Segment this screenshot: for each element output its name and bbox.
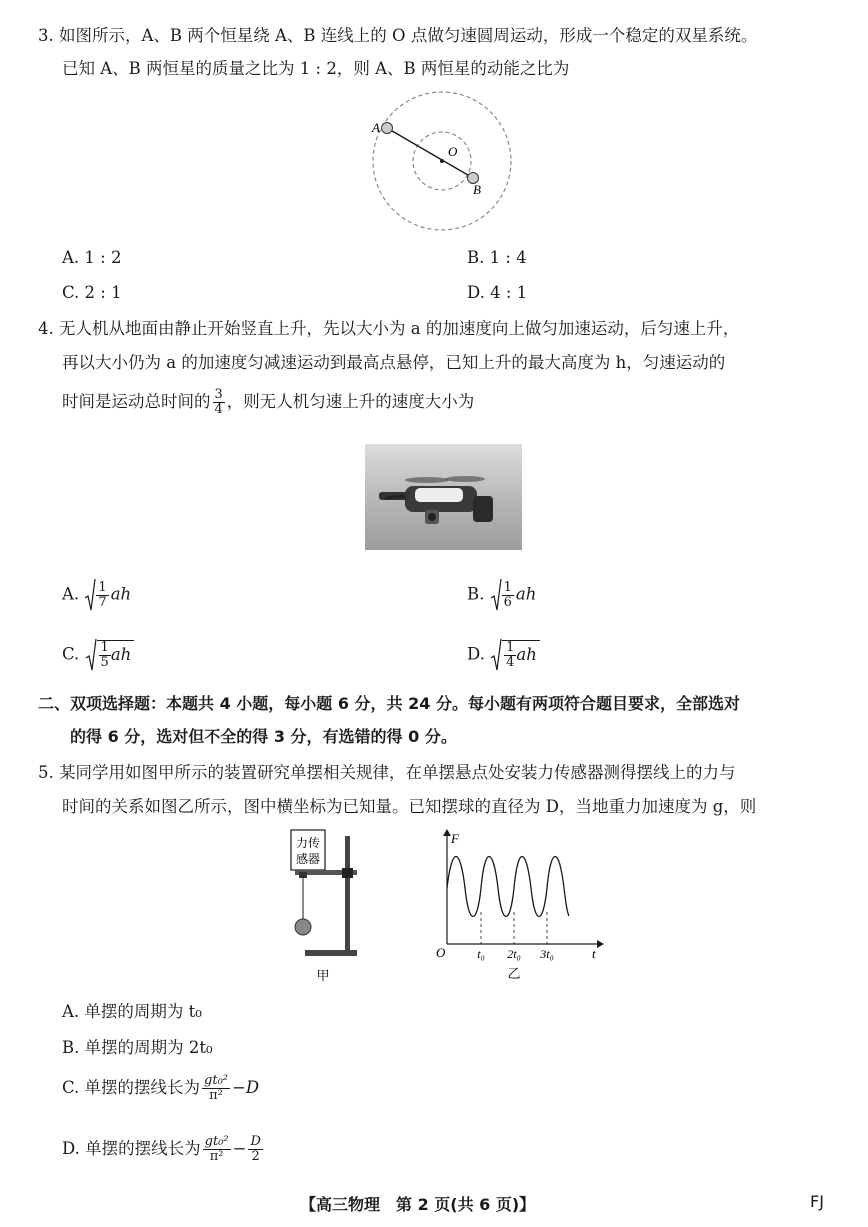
q3-line1: 3. 如图所示，A、B 两个恒星绕 A、B 连线上的 O 点做匀速圆周运动，形成一个稳定的双星系统。 <box>38 26 758 45</box>
q5-line1: 5. 某同学用如图甲所示的装置研究单摆相关规律，在单摆悬点处安装力传感器测得摆线上的力与 <box>38 763 736 782</box>
section2-line2: 的得 6 分，选对但不全的得 3 分，有选错的得 0 分。 <box>70 727 457 746</box>
origin-label: O <box>436 945 446 960</box>
q4-option-c: C. $\frac{1}{5}$ ah <box>62 638 134 672</box>
q3-line2: 已知 A、B 两恒星的质量之比为 1 : 2，则 A、B 两恒星的动能之比为 <box>62 59 570 78</box>
star-a <box>382 123 393 134</box>
q4-line1: 4. 无人机从地面由静止开始竖直上升，先以大小为 a 的加速度向上做匀加速运动，后匀速上升， <box>38 319 740 338</box>
tick-2t0: 2t₀ <box>507 947 521 961</box>
drone-photo <box>365 444 522 550</box>
q4-line2: 再以大小仍为 a 的加速度匀减速运动到最高点悬停，已知上升的最大高度为 h，匀速运动的 <box>62 353 726 372</box>
tick-3t0: 3t₀ <box>540 947 554 961</box>
caption-yi: 乙 <box>507 967 521 982</box>
label-b: B <box>473 182 481 197</box>
fraction-three-quarters: $\frac{3}{4}$ <box>214 387 223 417</box>
q3-option-b: B. 1 : 4 <box>467 248 527 267</box>
pendulum-apparatus-figure <box>285 828 370 988</box>
q3-option-c: C. 2 : 1 <box>62 283 122 302</box>
q4-option-d: D. $\frac{1}{4}$ ah <box>467 638 540 672</box>
y-axis-label: F <box>451 831 459 846</box>
q4-option-b: B. $\frac{1}{6}$ ah <box>467 579 537 610</box>
q3-option-a: A. 1 : 2 <box>62 248 122 267</box>
force-time-graph <box>432 826 604 986</box>
q5-option-b: B. 单摆的周期为 2t₀ <box>62 1038 213 1057</box>
x-axis-label: t <box>592 946 596 961</box>
q5-line2: 时间的关系如图乙所示，图中横坐标为已知量。已知摆球的直径为 D，当地重力加速度为 g，则 <box>62 797 757 816</box>
drone-icon <box>365 444 522 550</box>
tick-t0: t₀ <box>477 947 485 961</box>
label-o: O <box>448 144 458 159</box>
label-a: A <box>372 120 380 135</box>
q4-line3: 时间是运动总时间的 $\frac{3}{4}$ ，则无人机匀速上升的速度大小为 <box>62 387 475 417</box>
force-sine-line <box>447 857 569 917</box>
q3-option-d: D. 4 : 1 <box>467 283 528 302</box>
caption-jia: 甲 <box>316 969 330 984</box>
page-footer: 【高三物理 第 2 页(共 6 页)】 <box>300 1195 536 1214</box>
q4-option-a: A. $\frac{1}{7}$ ah <box>62 579 132 610</box>
sensor-label-1: 力传 <box>295 836 321 850</box>
sensor-label-2: 感器 <box>295 852 321 866</box>
pendulum-bob <box>295 919 311 935</box>
q5-option-d: D. 单摆的摆线长为 $\frac{\text{gt₀²}}{\text{π²}}$ − $\frac{D}{2}$ <box>62 1134 261 1164</box>
q5-option-c: C. 单摆的摆线长为 $\frac{\text{gt₀²}}{\text{π²}}$ −D <box>62 1073 260 1103</box>
section2-line1: 二、双项选择题：本题共 4 小题，每小题 6 分，共 24 分。每小题有两项符合题目要求，全部选对 <box>38 694 740 713</box>
footer-code: FJ <box>810 1192 824 1211</box>
q5-option-a: A. 单摆的周期为 t₀ <box>62 1002 202 1021</box>
binary-star-figure <box>370 90 520 235</box>
